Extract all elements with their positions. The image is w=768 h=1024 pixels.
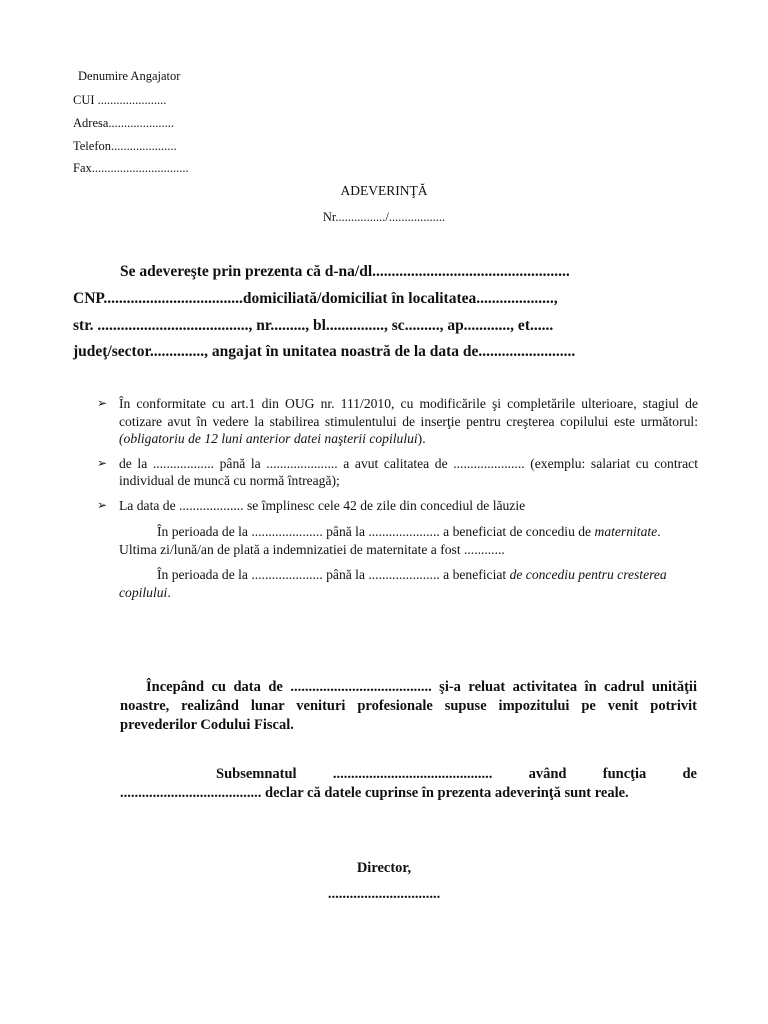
bullet-item — [97, 455, 698, 490]
address-field: Adresa..................... — [73, 116, 175, 130]
employer-name: Denumire Angajator — [78, 69, 181, 83]
resume-paragraph — [120, 678, 697, 735]
bullet-list — [97, 395, 698, 609]
childcare-text-b: . — [167, 584, 171, 600]
maternity-italic: maternitate — [594, 524, 658, 539]
intro-line-4: judeţ/sector.............., angajat în unitatea noastră de la data de......................... — [73, 343, 576, 360]
phone-field: Telefon..................... — [73, 139, 177, 153]
document-title: ADEVERINŢĂ — [340, 183, 428, 198]
maternity-text-b: . Ultima zi/lună/an de plată a indemnizatiei de maternitate a fost ............ — [119, 524, 661, 557]
arrow-bullet-icon: ➢ — [97, 396, 108, 410]
childcare-italic: de concediu pentru cresterea copilului — [119, 567, 667, 600]
signature-line: ............................... — [327, 886, 441, 902]
maternity-paragraph — [119, 523, 698, 558]
document-number: Nr................/.................. — [322, 210, 446, 224]
bullet-1-text: În conformitate cu art.1 din OUG nr. 111/2010, cu modificările şi completările ulterioare, stagiul de cotizare avut în vedere la stabilirea stimulentului de inserţie pentru creşterea copilului este următorul: — [119, 396, 698, 429]
declaration-text: Subsemnatul ............................................ având funcţia de ....................................... declar că datele cuprinse în prezenta adeverinţă sunt reale. — [120, 766, 697, 801]
bullet-2-text: de la .................. până la ..................... a avut calitatea de ..................... (exemplu: salariat cu contract individual de muncă cu normă întreagă); — [119, 455, 698, 488]
signature-role: Director, — [356, 860, 412, 876]
bullet-3-text: La data de ................... se împlinesc cele 42 de zile din concediul de lăuzie — [119, 497, 526, 513]
fax-field: Fax............................... — [73, 161, 189, 175]
childcare-paragraph — [119, 566, 698, 601]
declaration-paragraph — [120, 765, 697, 803]
bullet-1-end: ). — [417, 431, 426, 446]
bullet-item — [97, 497, 698, 515]
cui-field: CUI ...................... — [73, 93, 167, 107]
maternity-text-a: În perioada de la ..................... până la ..................... a beneficiat de concediu de — [157, 524, 592, 539]
bullet-item — [97, 395, 698, 448]
intro-line-3: str. ......................................., nr........., bl..............., sc........., ap............, et...... — [73, 317, 554, 334]
childcare-text-a: În perioada de la ..................... până la ..................... a beneficiat — [157, 567, 507, 582]
arrow-bullet-icon: ➢ — [97, 497, 108, 512]
intro-line-1: Se adevereşte prin prezenta că d-na/dl................................................... — [120, 263, 570, 280]
intro-line-2: CNP....................................domiciliată/domiciliat în localitatea...................., — [73, 290, 558, 307]
arrow-bullet-icon: ➢ — [97, 455, 108, 470]
resume-text: Începând cu data de ....................................... şi-a reluat activitatea în cadrul unităţii noastre, realizând lunar venituri profesionale supuse impozitului pe venit potrivit prevederilor Codului Fiscal. — [120, 679, 697, 733]
bullet-1-note: (obligatoriu de 12 luni anterior datei naşterii copilului — [119, 431, 418, 446]
